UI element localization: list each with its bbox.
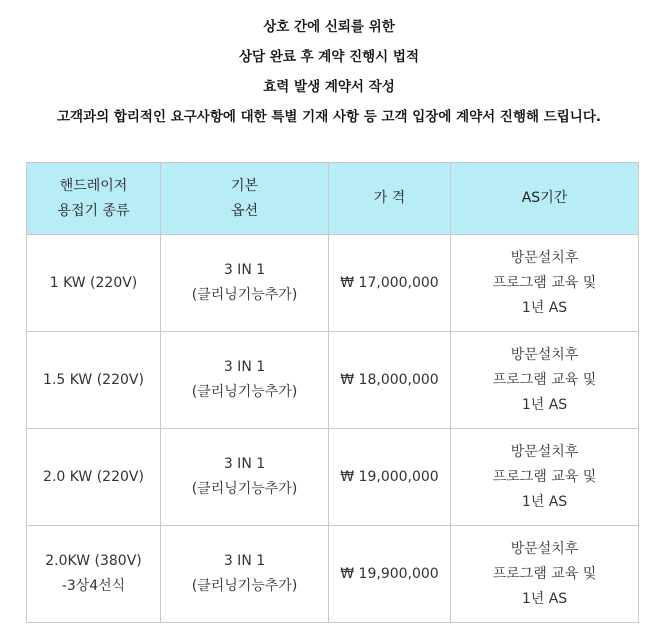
option-cell	[161, 526, 329, 623]
price-cell	[329, 526, 451, 623]
header-label: 핸드레이저	[59, 177, 128, 194]
as-period-cell	[451, 235, 639, 332]
option-text: 3 IN 1	[223, 262, 266, 278]
intro-line: 고객과의 합리적인 요구사항에 대한 특별 기재 사항 등 고객 입장에 계약서 진행해 드립니다.	[56, 109, 602, 125]
price-cell	[329, 332, 451, 429]
welder-type-text: 1 KW (220V)	[49, 274, 138, 291]
as-text: 방문설치후	[510, 443, 579, 460]
as-text: 1년 AS	[521, 396, 568, 413]
price-text: ₩ 17,000,000	[340, 274, 439, 291]
header-welder-type	[27, 163, 161, 235]
header-price	[329, 163, 451, 235]
option-text: 3 IN 1	[223, 359, 266, 375]
option-text: (클리닝기능추가)	[191, 578, 298, 594]
intro-line: 상담 완료 후 계약 진행시 법적	[239, 49, 419, 65]
as-period-cell	[451, 332, 639, 429]
header-basic-option	[161, 163, 329, 235]
header-label: 가 격	[373, 190, 406, 206]
option-cell	[161, 429, 329, 526]
as-text: 방문설치후	[510, 540, 579, 557]
option-cell	[161, 235, 329, 332]
intro-line: 상호 간에 신뢰를 위한	[263, 19, 395, 35]
welder-type-cell	[27, 526, 161, 623]
table-row	[27, 235, 639, 332]
welder-type-cell	[27, 429, 161, 526]
table-row	[27, 526, 639, 623]
option-text: 3 IN 1	[223, 553, 266, 569]
welder-type-cell	[27, 235, 161, 332]
welder-type-text: -3상4선식	[61, 578, 126, 594]
option-text: 3 IN 1	[223, 456, 266, 472]
as-text: 프로그램 교육 및	[492, 565, 597, 582]
price-cell	[329, 235, 451, 332]
price-cell	[329, 429, 451, 526]
as-period-cell	[451, 429, 639, 526]
header-label: 기본	[230, 177, 259, 194]
as-text: 1년 AS	[521, 493, 568, 510]
welder-type-text: 1.5 KW (220V)	[43, 371, 144, 388]
table-header-row	[27, 163, 639, 235]
option-text: (클리닝기능추가)	[191, 481, 298, 497]
welder-type-cell	[27, 332, 161, 429]
as-text: 프로그램 교육 및	[492, 468, 597, 485]
price-text: ₩ 19,000,000	[340, 468, 439, 485]
welder-type-text: 2.0KW (380V)	[45, 553, 142, 569]
as-text: 1년 AS	[521, 590, 568, 607]
welder-type-text: 2.0 KW (220V)	[43, 468, 144, 485]
option-text: (클리닝기능추가)	[191, 384, 298, 400]
as-period-cell	[451, 526, 639, 623]
table-row	[27, 429, 639, 526]
as-text: 방문설치후	[510, 249, 579, 266]
intro-text	[0, 12, 658, 132]
as-text: 1년 AS	[521, 299, 568, 316]
price-table	[26, 162, 639, 623]
header-label: 용접기 종류	[57, 202, 130, 219]
option-cell	[161, 332, 329, 429]
header-as-period	[451, 163, 639, 235]
option-text: (클리닝기능추가)	[191, 287, 298, 303]
as-text: 프로그램 교육 및	[492, 274, 597, 291]
as-text: 방문설치후	[510, 346, 579, 363]
intro-line: 효력 발생 계약서 작성	[263, 79, 395, 95]
header-label: 옵션	[230, 202, 259, 219]
as-text: 프로그램 교육 및	[492, 371, 597, 388]
header-label: AS기간	[521, 190, 568, 206]
table-row	[27, 332, 639, 429]
price-text: ₩ 19,900,000	[340, 565, 439, 582]
price-text: ₩ 18,000,000	[340, 371, 439, 388]
